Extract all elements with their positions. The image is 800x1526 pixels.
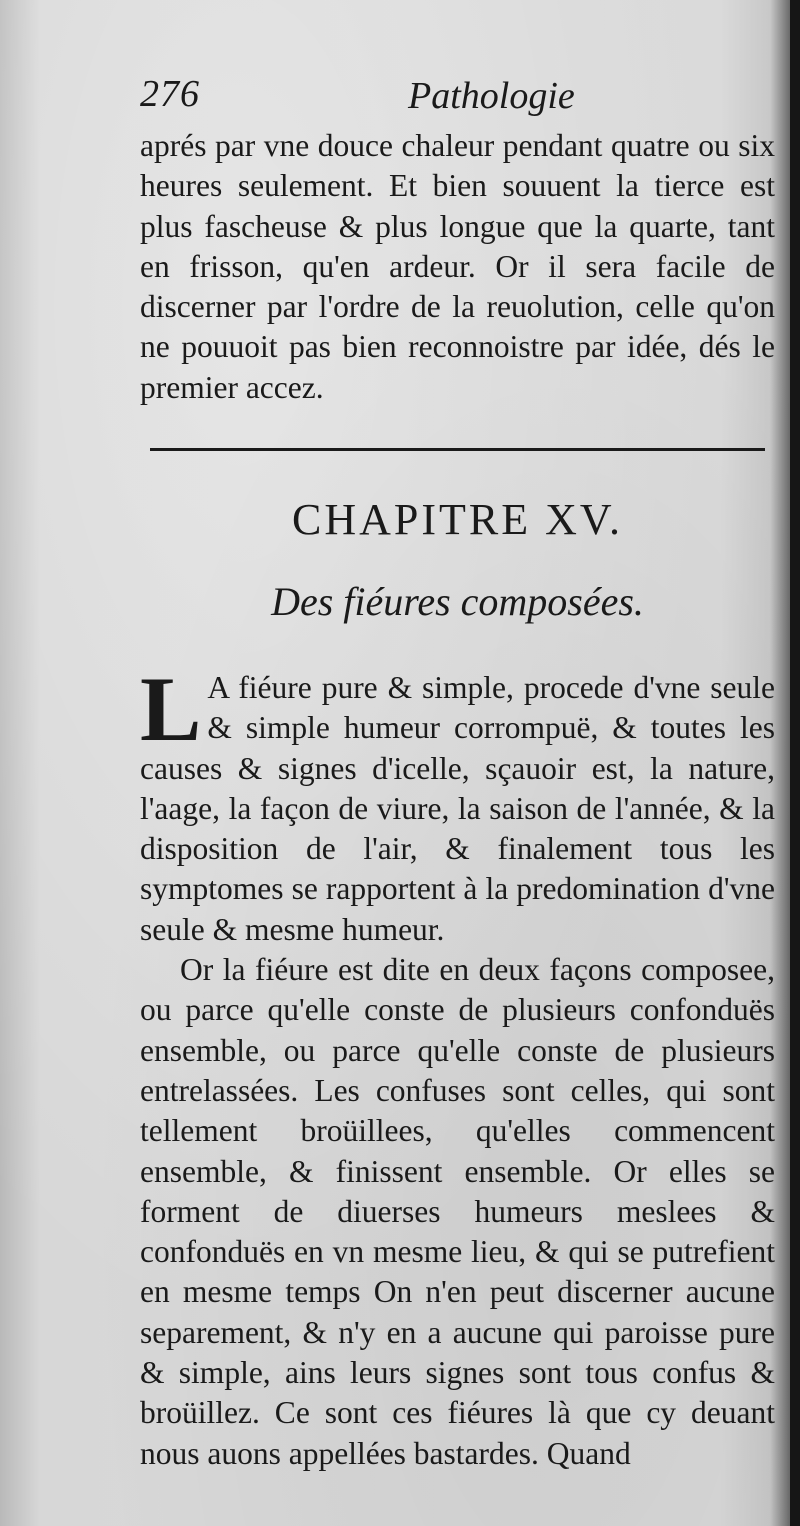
running-head	[140, 72, 590, 122]
drop-cap: L	[140, 658, 202, 760]
page-number: 276	[140, 73, 200, 115]
second-paragraph: Or la fiéure est dite en deux façons composee, ou parce qu'elle conste de plusieurs confonduës ensemble, ou parce qu'elle conste de plusieurs entrelassées. Les confuses sont celles, qui sont tellement broüillees, qu'elles commencent ensemble, & finissent ensemble. Or elles se forment de diuerses humeurs meslees & confonduës en vn mesme lieu, & qui se putrefient en mesme temps On n'en peut discerner aucune separement, & n'y en a aucune qui paroisse pure & simple, ains leurs signes sont tous confus & broüillez. Ce sont ces fiéures là que cy deuant nous auons appellées bastardes. Quand	[140, 952, 775, 1471]
chapter-title: CHAPITRE XV.	[291, 495, 623, 544]
page-edge-shadow	[790, 0, 800, 1526]
section-rule	[150, 448, 765, 451]
running-title: Pathologie	[408, 75, 575, 117]
first-paragraph	[140, 658, 775, 950]
chapter-body	[140, 658, 775, 1474]
continuation-text	[140, 126, 775, 408]
first-paragraph-text: A fiéure pure & simple, procede d'vne seule & simple humeur corrompuë, & toutes les causes & signes d'icelle, sçauoir est, la nature, l'aage, la façon de viure, la saison de l'année, & la disposition de l'air, & finalement tous les symptomes se rapportent à la predomination d'vne seule & mesme humeur.	[140, 670, 775, 947]
continuation-paragraph: aprés par vne douce chaleur pendant quatre ou six heures seulement. Et bien souuent la tierce est plus fascheuse & plus longue que la quarte, tant en frisson, qu'en ardeur. Or il sera facile de discerner par l'ordre de la reuolution, celle qu'on ne pouuoit pas bien reconnoistre par idée, dés le premier accez.	[140, 128, 775, 405]
chapter-subtitle: Des fiéures composées.	[271, 579, 644, 624]
